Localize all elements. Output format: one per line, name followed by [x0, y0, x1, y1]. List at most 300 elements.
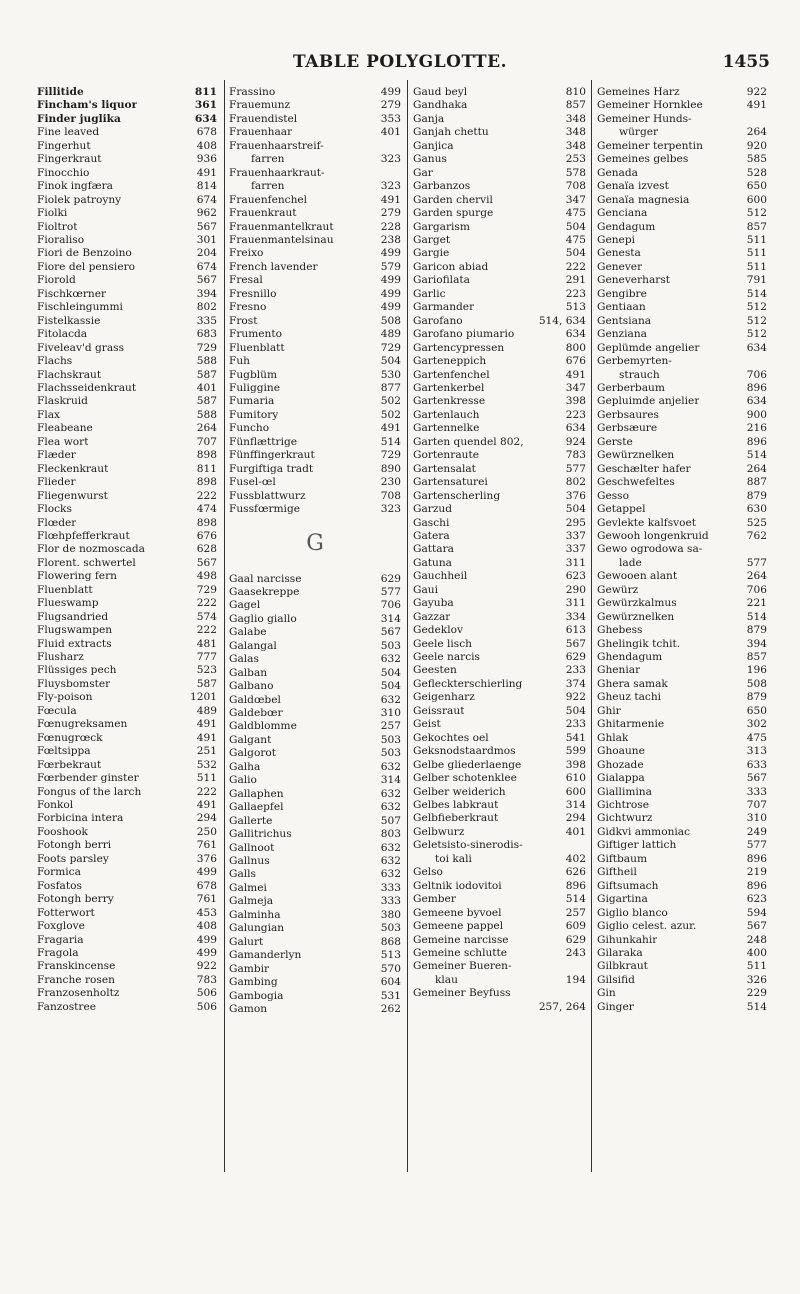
index-entry — [229, 573, 401, 586]
entry-page-ref: 398 — [565, 395, 586, 408]
index-entry — [229, 274, 401, 287]
entry-term: Flusharz — [37, 651, 84, 664]
entry-page-ref: 610 — [565, 772, 586, 785]
entry-page-ref: 504 — [565, 704, 586, 717]
entry-term: Getappel — [597, 503, 646, 516]
entry-term: Gallnus — [229, 855, 270, 868]
entry-page-ref: 857 — [746, 220, 767, 233]
entry-page-ref: 223 — [565, 287, 586, 300]
index-entry — [229, 882, 401, 895]
entry-term: Gelbes labkraut — [413, 799, 499, 812]
index-entry — [413, 261, 586, 274]
entry-page-ref: 567 — [196, 274, 217, 287]
index-entry — [597, 772, 767, 785]
entry-page-ref: 314 — [380, 612, 401, 625]
entry-page-ref: 233 — [565, 718, 586, 731]
entry-page-ref — [583, 960, 586, 973]
entry-page-ref: 922 — [746, 86, 767, 98]
index-entry — [229, 409, 401, 422]
index-entry — [37, 476, 217, 489]
entry-page-ref: 503 — [380, 639, 401, 652]
entry-term: Galabe — [229, 626, 267, 639]
entry-term: Fiolki — [37, 207, 68, 220]
entry-term: farren — [251, 153, 285, 166]
entry-term: Fiore del pensiero — [37, 260, 136, 273]
entry-page-ref: 896 — [746, 435, 767, 448]
index-entry — [413, 247, 586, 260]
entry-page-ref: 498 — [196, 570, 217, 583]
index-entry — [413, 382, 586, 395]
index-column-2 — [229, 86, 401, 1016]
entry-page-ref: 879 — [746, 691, 767, 704]
entry-page-ref: 408 — [196, 920, 217, 933]
entry-term: Flæder — [37, 449, 76, 462]
index-entry — [37, 247, 217, 260]
index-entry — [229, 99, 401, 112]
index-entry — [37, 126, 217, 139]
entry-page-ref: 279 — [380, 99, 401, 112]
entry-page-ref: 499 — [380, 86, 401, 98]
index-entry — [37, 786, 217, 799]
entry-page-ref — [764, 543, 767, 556]
entry-term: Gheniar — [597, 664, 641, 677]
index-column-1 — [37, 86, 217, 1014]
entry-page-ref: 499 — [380, 247, 401, 260]
column-divider — [407, 80, 408, 1172]
entry-term: Frauenmantelkraut — [229, 220, 334, 233]
entry-term: Gattara — [413, 543, 454, 556]
entry-term: Flieder — [37, 476, 76, 489]
entry-term: Galdebœr — [229, 707, 283, 720]
index-entry — [37, 678, 217, 691]
index-entry — [597, 369, 767, 382]
entry-page-ref: 678 — [196, 879, 217, 892]
index-entry — [229, 949, 401, 962]
entry-page-ref: 348 — [565, 139, 586, 152]
entry-page-ref: 302 — [746, 718, 767, 731]
entry-term: Genciana — [597, 207, 648, 220]
entry-page-ref — [398, 167, 401, 180]
entry-page-ref: 634 — [746, 341, 767, 354]
entry-term: Fischleingummi — [37, 301, 123, 314]
entry-page-ref: 323 — [380, 503, 401, 516]
entry-term: Garofano piumario — [413, 328, 515, 341]
index-entry — [597, 113, 767, 126]
index-entry — [37, 274, 217, 287]
entry-page-ref: 453 — [196, 906, 217, 919]
index-entry — [37, 664, 217, 677]
entry-term: Gaud beyl — [413, 86, 468, 98]
entry-page-ref: 531 — [380, 989, 401, 1002]
entry-page-ref: 594 — [746, 906, 767, 919]
entry-page-ref: 502 — [380, 395, 401, 408]
entry-page-ref: 313 — [746, 745, 767, 758]
entry-page-ref: 761 — [196, 839, 217, 852]
entry-page-ref: 504 — [380, 666, 401, 679]
index-entry — [229, 586, 401, 599]
index-entry — [597, 745, 767, 758]
entry-term: Fœrbender ginster — [37, 772, 139, 785]
entry-term: Frauenhaarstreif- — [229, 139, 324, 152]
entry-page-ref: 577 — [746, 556, 767, 569]
entry-term: Fuh — [229, 355, 250, 368]
entry-page-ref: 511 — [746, 233, 767, 246]
index-entry — [597, 449, 767, 462]
entry-term: Gewürz — [597, 583, 639, 596]
index-entry — [229, 667, 401, 680]
index-entry — [37, 194, 217, 207]
index-entry — [597, 974, 767, 987]
entry-page-ref: 243 — [565, 947, 586, 959]
entry-page-ref: 310 — [746, 812, 767, 825]
entry-page-ref: 896 — [746, 381, 767, 394]
entry-page-ref: 729 — [196, 341, 217, 354]
index-entry — [413, 449, 586, 462]
entry-term: Frumento — [229, 328, 283, 341]
entry-term: Gewürznelken — [597, 449, 675, 462]
entry-term: Galminha — [229, 908, 281, 921]
entry-page-ref: 632 — [380, 855, 401, 868]
entry-term: Ganjah chettu — [413, 126, 489, 139]
entry-page-ref: 634 — [565, 422, 586, 435]
entry-page-ref: 574 — [196, 610, 217, 623]
index-entry — [597, 530, 767, 543]
entry-page-ref: 504 — [565, 220, 586, 233]
entry-term: Frauenhaar — [229, 126, 293, 139]
entry-page-ref: 577 — [380, 585, 401, 598]
entry-page-ref: 579 — [380, 260, 401, 273]
entry-term: Flueswamp — [37, 597, 99, 610]
index-entry — [37, 436, 217, 449]
entry-term: Gewo ogrodowa sa- — [597, 543, 703, 556]
entry-term: Fusel-œl — [229, 476, 276, 489]
entry-term: Gesso — [597, 489, 629, 502]
entry-page-ref: 481 — [196, 637, 217, 650]
entry-page-ref: 475 — [746, 731, 767, 744]
index-entry — [597, 261, 767, 274]
index-entry — [37, 853, 217, 866]
index-entry — [413, 126, 586, 139]
entry-page-ref: 402 — [565, 852, 586, 865]
entry-term: Gelber weiderich — [413, 785, 506, 798]
index-entry — [597, 395, 767, 408]
index-entry — [413, 342, 586, 355]
index-entry — [37, 167, 217, 180]
entry-page-ref: 587 — [196, 368, 217, 381]
entry-page-ref — [764, 355, 767, 368]
entry-term: Gaal narcisse — [229, 572, 302, 585]
index-entry — [229, 126, 401, 139]
entry-term: Fumitory — [229, 408, 279, 421]
entry-term: Ganjica — [413, 139, 454, 152]
index-entry — [37, 759, 217, 772]
entry-page-ref: 314 — [380, 774, 401, 787]
entry-page-ref: 310 — [380, 707, 401, 720]
entry-term: Gartenscherling — [413, 489, 501, 502]
entry-page-ref: 783 — [565, 449, 586, 462]
entry-page-ref: 811 — [196, 462, 217, 475]
entry-page-ref: 504 — [565, 247, 586, 260]
index-entry — [597, 140, 767, 153]
index-entry — [413, 530, 586, 543]
entry-page-ref — [398, 140, 401, 153]
index-entry — [597, 866, 767, 879]
entry-term: Fluysbomster — [37, 677, 111, 690]
entry-term: Giftiger lattich — [597, 839, 677, 852]
entry-term: Fingerhut — [37, 139, 91, 152]
entry-term: Fischkœrner — [37, 287, 107, 300]
index-entry — [597, 409, 767, 422]
index-entry — [413, 207, 586, 220]
entry-page-ref: 674 — [196, 193, 217, 206]
entry-page-ref: 475 — [565, 207, 586, 220]
entry-term: Fliegenwurst — [37, 489, 108, 502]
entry-term: Fioraliso — [37, 233, 85, 246]
column-divider — [224, 80, 225, 1172]
entry-page-ref: 301 — [196, 233, 217, 246]
entry-term: Flachs — [37, 355, 73, 368]
index-entry — [413, 826, 586, 839]
entry-page-ref: 879 — [746, 489, 767, 502]
entry-term: Florent. schwertel — [37, 556, 136, 569]
entry-page-ref: 253 — [565, 153, 586, 166]
index-entry — [597, 315, 767, 328]
entry-term: Gemeiner Beyfuss — [413, 987, 511, 1000]
index-entry — [413, 772, 586, 785]
entry-page-ref: 508 — [380, 314, 401, 327]
entry-term: Giglio celest. azur. — [597, 920, 697, 933]
entry-term: strauch — [619, 368, 660, 381]
entry-page-ref: 221 — [746, 597, 767, 610]
entry-term: Fussfœrmige — [229, 503, 300, 516]
index-entry — [597, 947, 767, 960]
entry-page-ref: 512 — [746, 328, 767, 341]
entry-page-ref: 514 — [380, 435, 401, 448]
entry-page-ref: 502 — [380, 408, 401, 421]
index-entry — [597, 907, 767, 920]
index-entry — [597, 705, 767, 718]
entry-page-ref: 513 — [565, 301, 586, 314]
entry-page-ref: 900 — [746, 408, 767, 421]
entry-page-ref: 803 — [380, 828, 401, 841]
entry-page-ref: 588 — [196, 355, 217, 368]
section-letter: G — [306, 530, 324, 556]
index-entry — [597, 678, 767, 691]
entry-term: Geele lisch — [413, 637, 472, 650]
index-entry — [37, 382, 217, 395]
entry-page-ref: 222 — [196, 624, 217, 637]
entry-page-ref: 814 — [196, 180, 217, 193]
entry-term: Flocks — [37, 503, 72, 516]
index-entry — [37, 234, 217, 247]
entry-term: Frauemunz — [229, 99, 291, 112]
index-entry — [413, 651, 586, 664]
entry-term: Fingerkraut — [37, 153, 102, 166]
entry-term: Gekochtes oel — [413, 731, 489, 744]
entry-term: Galio — [229, 774, 257, 787]
entry-page-ref: 896 — [746, 879, 767, 892]
index-entry — [37, 907, 217, 920]
index-entry — [229, 167, 401, 180]
entry-term: Ganus — [413, 153, 447, 166]
index-entry — [37, 651, 217, 664]
entry-term: Genziana — [597, 328, 647, 341]
entry-term: Gialappa — [597, 772, 645, 785]
entry-term: Fumaria — [229, 395, 275, 408]
index-entry — [597, 960, 767, 973]
index-entry — [597, 664, 767, 677]
entry-page-ref: 525 — [746, 516, 767, 529]
entry-term: Geplümde angelier — [597, 341, 700, 354]
entry-page-ref: 567 — [196, 556, 217, 569]
entry-term: Fillitide — [37, 86, 84, 98]
entry-term: Gemeiner terpentin — [597, 139, 703, 152]
index-entry — [37, 826, 217, 839]
entry-page-ref: 632 — [380, 801, 401, 814]
entry-term: Finder juglika — [37, 112, 121, 125]
entry-page-ref: 361 — [194, 99, 217, 112]
entry-page-ref: 623 — [746, 893, 767, 906]
entry-term: Galdblomme — [229, 720, 297, 733]
entry-page-ref: 567 — [746, 772, 767, 785]
entry-term: Garbanzos — [413, 180, 471, 193]
index-entry — [37, 934, 217, 947]
entry-term: Gallaepfel — [229, 801, 284, 814]
index-entry — [229, 449, 401, 462]
entry-term: Genaïa magnesia — [597, 193, 690, 206]
index-entry — [413, 880, 586, 893]
entry-page-ref: 264 — [746, 570, 767, 583]
index-entry — [37, 207, 217, 220]
entry-page-ref: 294 — [196, 812, 217, 825]
index-entry — [413, 759, 586, 772]
entry-page-ref: 567 — [196, 220, 217, 233]
entry-page-ref: 333 — [380, 881, 401, 894]
index-column-4 — [597, 86, 767, 1014]
entry-term: Flœhpfefferkraut — [37, 529, 130, 542]
index-entry — [37, 395, 217, 408]
index-entry — [597, 624, 767, 637]
entry-page-ref: 896 — [565, 879, 586, 892]
entry-term: Giallimina — [597, 785, 652, 798]
entry-term: Galgorot — [229, 747, 277, 760]
entry-page-ref: 204 — [196, 247, 217, 260]
entry-page-ref: 920 — [746, 139, 767, 152]
index-entry — [413, 436, 586, 449]
index-entry — [229, 653, 401, 666]
index-entry — [37, 517, 217, 530]
entry-page-ref: 400 — [746, 947, 767, 959]
entry-page-ref: 228 — [380, 220, 401, 233]
entry-page-ref: 474 — [196, 503, 217, 516]
entry-term: Geneverharst — [597, 274, 671, 287]
index-entry — [413, 934, 586, 947]
entry-page-ref: 311 — [565, 556, 586, 569]
entry-page-ref: 632 — [380, 760, 401, 773]
entry-term: Gedeklov — [413, 624, 463, 637]
entry-term: Gemeine narcisse — [413, 933, 509, 946]
entry-term: Gichtwurz — [597, 812, 653, 825]
index-entry — [229, 342, 401, 355]
index-entry — [229, 788, 401, 801]
entry-term: Fresno — [229, 301, 267, 314]
index-entry — [597, 126, 767, 139]
entry-page-ref: 708 — [565, 180, 586, 193]
index-entry — [37, 920, 217, 933]
entry-page-ref: 230 — [380, 476, 401, 489]
entry-page-ref: 323 — [380, 153, 401, 166]
index-entry — [229, 140, 401, 153]
index-entry — [229, 247, 401, 260]
index-entry — [413, 866, 586, 879]
entry-page-ref: 922 — [196, 960, 217, 973]
index-entry — [229, 909, 401, 922]
index-entry — [229, 476, 401, 489]
entry-page-ref: 632 — [380, 841, 401, 854]
entry-term: Gentiaan — [597, 301, 646, 314]
entry-page-ref: 326 — [746, 973, 767, 986]
index-entry — [37, 624, 217, 637]
index-entry — [413, 476, 586, 489]
entry-term: Gallaphen — [229, 787, 284, 800]
index-entry — [229, 490, 401, 503]
entry-term: Frost — [229, 314, 258, 327]
entry-term: Gerbemyrten- — [597, 355, 672, 368]
entry-term: Gemeines Harz — [597, 86, 680, 98]
entry-term: Gaglio giallo — [229, 612, 297, 625]
entry-term: Gentsiana — [597, 314, 652, 327]
index-entry — [413, 409, 586, 422]
entry-term: Fiorold — [37, 274, 76, 287]
entry-page-ref: 219 — [746, 866, 767, 879]
entry-page-ref: 706 — [746, 583, 767, 596]
entry-term: Genever — [597, 260, 643, 273]
entry-term: Finok ingfæra — [37, 180, 113, 193]
entry-page-ref: 489 — [196, 704, 217, 717]
entry-term: Gerberbaum — [597, 381, 665, 394]
entry-term: Geltnik iodovitoi — [413, 879, 502, 892]
entry-page-ref: 630 — [746, 503, 767, 516]
index-entry — [229, 207, 401, 220]
entry-page-ref: 223 — [565, 408, 586, 421]
entry-page-ref: 279 — [380, 207, 401, 220]
entry-page-ref: 333 — [380, 895, 401, 908]
index-entry — [37, 261, 217, 274]
index-entry — [413, 893, 586, 906]
entry-page-ref: 262 — [380, 1003, 401, 1015]
entry-page-ref: 857 — [746, 651, 767, 664]
index-entry — [597, 503, 767, 516]
index-entry — [413, 947, 586, 960]
index-entry — [229, 976, 401, 989]
entry-page-ref: 600 — [746, 193, 767, 206]
index-entry — [229, 990, 401, 1003]
index-entry — [413, 570, 586, 583]
entry-term: Gargarism — [413, 220, 470, 233]
entry-page-ref: 632 — [380, 868, 401, 881]
entry-term: Gortenraute — [413, 449, 479, 462]
index-entry — [37, 987, 217, 1000]
entry-page-ref: 499 — [380, 301, 401, 314]
entry-page-ref: 877 — [380, 381, 401, 394]
entry-term: Galmei — [229, 881, 267, 894]
entry-page-ref: 499 — [380, 274, 401, 287]
entry-term: Flugsandried — [37, 610, 109, 623]
entry-page-ref: 337 — [565, 529, 586, 542]
entry-term: Geissraut — [413, 704, 465, 717]
entry-page-ref: 257 — [380, 720, 401, 733]
entry-term: Giftheil — [597, 866, 637, 879]
